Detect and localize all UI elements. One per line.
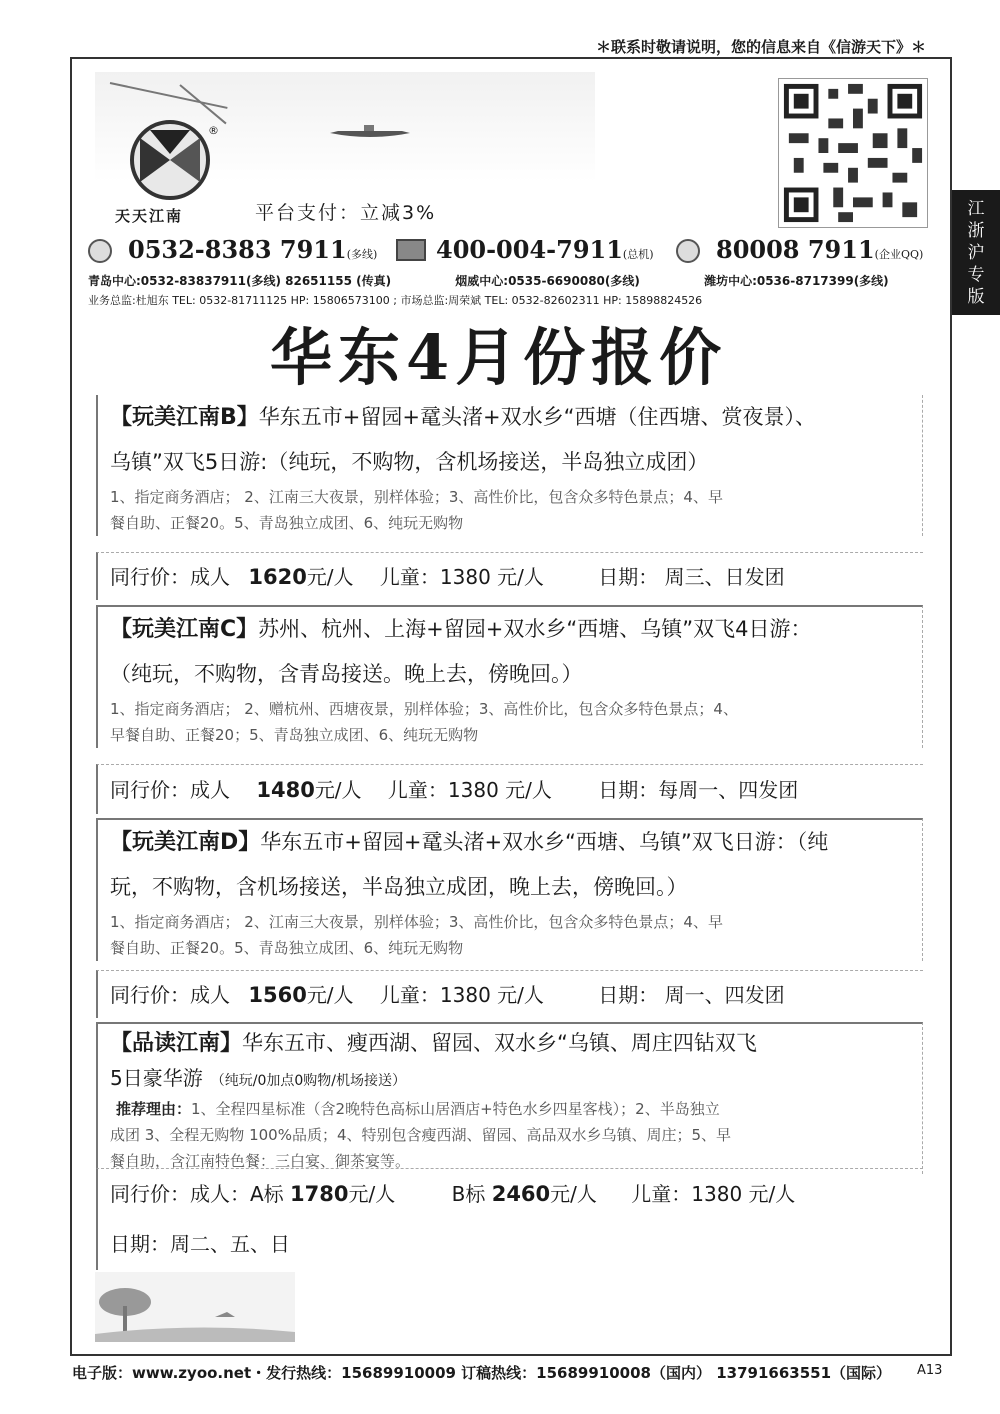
center-yanwei: 烟威中心:0535-6690080(多线) bbox=[455, 274, 640, 288]
side-tab-char: 专 bbox=[967, 265, 985, 285]
b-price: 2460 bbox=[491, 1182, 551, 1206]
child-price: 儿童：1380 元/人 bbox=[387, 778, 552, 802]
reason-text: 1、全程四星标准（含2晚特色高标山居酒店+特色水乡四星客栈）；2、半岛独立 bbox=[191, 1100, 720, 1118]
product-feature: 餐自助、正餐20。5、青岛独立成团、6、纯玩无购物 bbox=[110, 939, 464, 957]
product-desc-line: 乌镇”双飞5日游:（纯玩，不购物，含机场接送，半岛独立成团） bbox=[110, 450, 709, 474]
departure-date: 日期：每周一、四发团 bbox=[598, 778, 799, 802]
child-price: 儿童：1380 元/人 bbox=[379, 983, 544, 1007]
brand-logo-icon bbox=[120, 118, 220, 203]
a-price: 1780 bbox=[290, 1182, 349, 1206]
hotline-number: 80008 7911 bbox=[716, 235, 875, 264]
side-tab bbox=[952, 190, 1000, 315]
side-tab-char: 浙 bbox=[967, 221, 985, 241]
product-desc: 华东五市+留园+鼋头渚+双水乡“西塘（住西塘、赏夜景）、 bbox=[258, 405, 816, 429]
landscape-art-icon bbox=[95, 1272, 295, 1342]
product-reason bbox=[98, 1096, 922, 1122]
product-reason: 成团 3、全程无购物 100%品质；4、特别包含瘦西湖、留园、高品双水乡乌镇、周庄；5、早 bbox=[110, 1126, 732, 1144]
price-label: 同行价：成人 bbox=[110, 778, 230, 802]
price-row bbox=[96, 764, 923, 814]
hotline-400 bbox=[436, 235, 654, 264]
price-label: 同行价：成人 bbox=[110, 983, 230, 1007]
hotline-qq bbox=[716, 235, 923, 264]
footer-text: 电子版：www.zyoo.net・发行热线：15689910009 订稿热线：15689910008（国内） 13791663551（国际） bbox=[72, 1364, 892, 1382]
child-price: 儿童：1380 元/人 bbox=[379, 565, 544, 589]
center-weifang: 潍坊中心:0536-8717399(多线) bbox=[704, 274, 889, 288]
side-tab-char: 版 bbox=[967, 287, 985, 307]
hotline-phone bbox=[128, 235, 377, 264]
product-desc: 苏州、杭州、上海+留园+双水乡“西塘、乌镇”双飞4日游： bbox=[258, 617, 812, 641]
departure-date: 日期： 周一、四发团 bbox=[598, 983, 785, 1007]
product-feature: 餐自助、正餐20。5、青岛独立成团、6、纯玩无购物 bbox=[110, 514, 464, 532]
adult-price: 1620 bbox=[248, 565, 307, 589]
hotline-tag: (总机) bbox=[622, 248, 654, 261]
hotline-row bbox=[88, 235, 948, 269]
page-title: 华东4月份报价 bbox=[270, 321, 728, 394]
price-row bbox=[96, 1168, 923, 1270]
price-line bbox=[110, 1169, 923, 1219]
product-desc: 华东五市+留园+鼋头渚+双水乡“西塘、乌镇”双飞日游：（纯 bbox=[260, 830, 829, 854]
departure-date: 日期： 周三、日发团 bbox=[598, 565, 785, 589]
price-row bbox=[96, 552, 923, 600]
price-unit: 元/人 bbox=[306, 983, 354, 1007]
hotline-number: 400-004-7911 bbox=[436, 235, 623, 264]
sales-contacts: 业务总监:杜旭东 TEL: 0532-81711125 HP: 15806573100 ; 市场总监:周荣斌 TEL: 0532-82602311 HP: 15898824526 bbox=[88, 294, 703, 307]
center-qingdao: 青岛中心:0532-83837911(多线) 82651155 (传真) bbox=[88, 274, 392, 288]
hotline-tag: (企业QQ) bbox=[874, 248, 924, 261]
price-label: 同行价：成人：A标 bbox=[110, 1182, 284, 1206]
product-title bbox=[98, 820, 922, 865]
qr-code-icon bbox=[778, 78, 928, 228]
footer bbox=[72, 1362, 942, 1383]
departure-date: 日期：周二、五、日 bbox=[110, 1232, 290, 1256]
price-row bbox=[96, 970, 923, 1018]
product-feature: 1、指定商务酒店； 2、江南三大夜景，别样体验；3、高性价比，包含众多特色景点；4、早 bbox=[110, 913, 723, 931]
product-title bbox=[98, 395, 922, 440]
product-name: 【玩美江南C】 bbox=[110, 617, 259, 642]
hotline-tag: (多线) bbox=[346, 248, 378, 261]
center-contacts bbox=[88, 272, 899, 289]
price-label: 同行价：成人 bbox=[110, 565, 230, 589]
product-name: 【玩美江南B】 bbox=[110, 405, 259, 430]
hotline-number: 0532-8383 7911 bbox=[128, 235, 347, 264]
registered-mark: ® bbox=[208, 124, 219, 137]
product-desc-line: （纯玩，不购物，含青岛接送。晚上去，傍晚回。） bbox=[110, 662, 583, 686]
product-name: 【品读江南】 bbox=[110, 1031, 243, 1056]
fax-icon bbox=[396, 239, 426, 261]
product-desc-line: 玩，不购物，含机场接送，半岛独立成团，晚上去，傍晚回。） bbox=[110, 875, 688, 899]
product-desc: 华东五市、瘦西湖、留园、双水乡“乌镇、周庄四钻双飞 bbox=[242, 1031, 757, 1055]
product-reason: 餐自助，含江南特色餐：三白宴、御茶宴等。 bbox=[110, 1152, 411, 1170]
reason-label: 推荐理由： bbox=[116, 1100, 192, 1118]
b-label: B标 bbox=[451, 1182, 486, 1206]
product-feature: 早餐自助、正餐20；5、青岛独立成团、6、纯玩无购物 bbox=[110, 726, 479, 744]
top-note: ＊联系时敬请说明，您的信息来自《信游天下》＊ bbox=[596, 38, 927, 56]
product-title bbox=[98, 607, 922, 652]
page-number: A13 bbox=[917, 1363, 943, 1378]
brand-name: 天天江南 bbox=[115, 207, 184, 225]
product-name: 【玩美江南D】 bbox=[110, 830, 261, 855]
side-tab-char: 江 bbox=[967, 199, 985, 219]
product-title bbox=[98, 1024, 922, 1063]
promo-text: 平台支付：立减3% bbox=[255, 202, 437, 224]
price-unit: 元/人 bbox=[306, 565, 354, 589]
price-unit: 元/人 bbox=[550, 1182, 597, 1206]
phone-icon bbox=[88, 239, 112, 263]
product-card bbox=[96, 818, 923, 961]
product-feature: 1、指定商务酒店； 2、赠杭州、西塘夜景，别样体验；3、高性价比，包含众多特色景点；4、 bbox=[110, 700, 738, 718]
price-unit: 元/人 bbox=[314, 778, 362, 802]
adult-price: 1560 bbox=[248, 983, 307, 1007]
qq-icon bbox=[676, 239, 700, 263]
product-note: （纯玩/0加点0购物/机场接送） bbox=[210, 1073, 406, 1089]
product-feature: 1、指定商务酒店； 2、江南三大夜景，别样体验；3、高性价比，包含众多特色景点；4、早 bbox=[110, 488, 723, 506]
side-tab-char: 沪 bbox=[967, 243, 985, 263]
adult-price: 1480 bbox=[256, 778, 315, 802]
product-card bbox=[96, 1022, 923, 1174]
product-card bbox=[96, 605, 923, 748]
price-unit: 元/人 bbox=[348, 1182, 396, 1206]
boat-icon bbox=[330, 125, 410, 139]
product-desc: 5日豪华游 bbox=[110, 1066, 203, 1090]
product-desc-line bbox=[98, 1063, 922, 1096]
product-card bbox=[96, 395, 923, 536]
child-price: 儿童：1380 元/人 bbox=[631, 1182, 796, 1206]
